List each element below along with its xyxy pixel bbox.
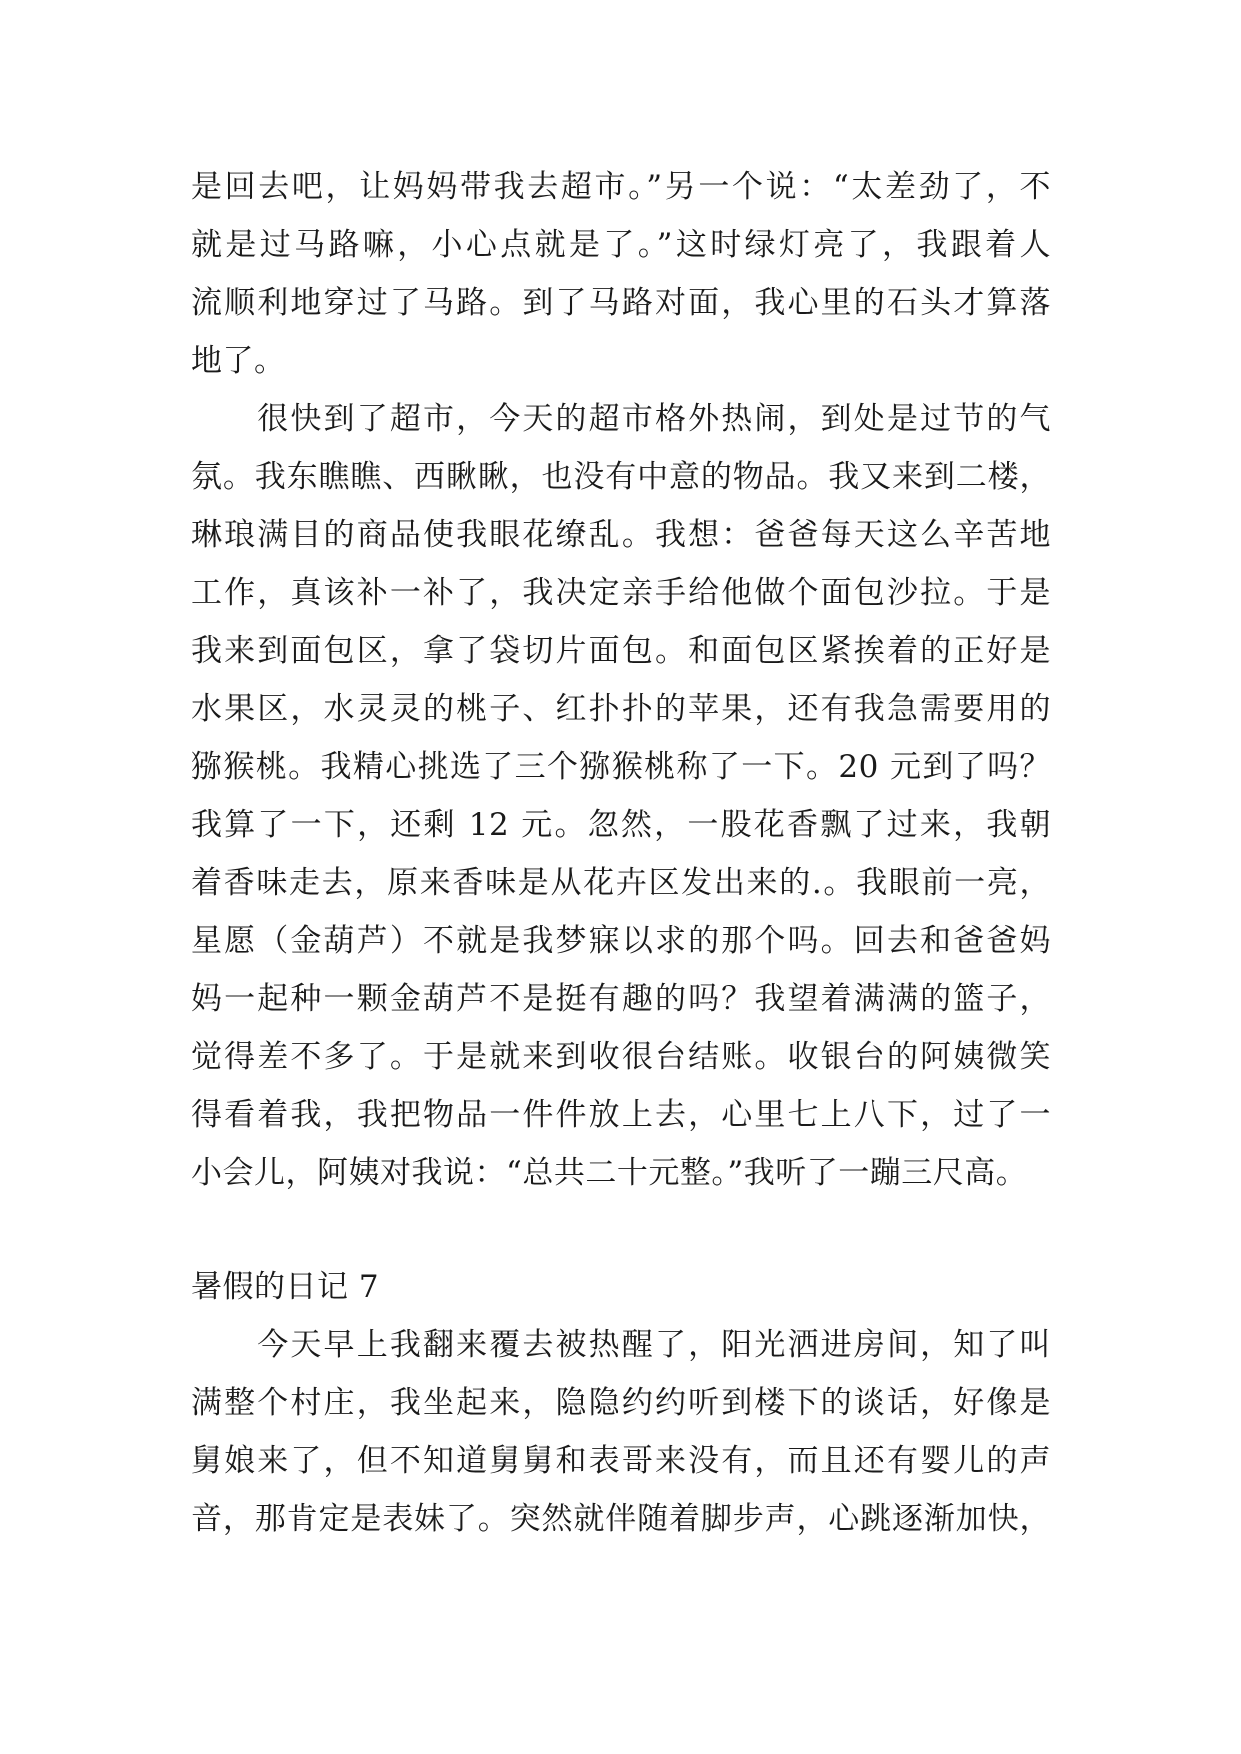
paragraph-diary-7 <box>191 1316 1051 1548</box>
paragraph-continued <box>191 158 1051 390</box>
text-line: 满整个村庄，我坐起来，隐隐约约听到楼下的谈话，好像是 <box>191 1385 1051 1421</box>
text-line: 氛。我东瞧瞧、西瞅瞅，也没有中意的物品。我又来到二楼， <box>191 459 1051 495</box>
text-line: 小会儿，阿姨对我说：“总共二十元整。”我听了一蹦三尺高。 <box>191 1155 1028 1191</box>
text-line: 琳琅满目的商品使我眼花缭乱。我想：爸爸每天这么辛苦地 <box>191 517 1051 553</box>
text-line: 流顺利地穿过了马路。到了马路对面，我心里的石头才算落 <box>191 285 1051 321</box>
paragraph-supermarket <box>191 390 1051 1202</box>
text-line: 今天早上我翻来覆去被热醒了，阳光洒进房间，知了叫 <box>191 1327 1051 1363</box>
text-line: 音，那肯定是表妹了。突然就伴随着脚步声，心跳逐渐加快， <box>191 1501 1051 1537</box>
text-line: 我算了一下，还剩 12 元。忽然，一股花香飘了过来，我朝 <box>191 807 1051 843</box>
text-line: 得看着我，我把物品一件件放上去，心里七上八下，过了一 <box>191 1097 1051 1133</box>
text-line: 地了。 <box>191 343 286 379</box>
text-line: 舅娘来了，但不知道舅舅和表哥来没有，而且还有婴儿的声 <box>191 1443 1051 1479</box>
text-line: 我来到面包区，拿了袋切片面包。和面包区紧挨着的正好是 <box>191 633 1051 669</box>
text-line: 星愿（金葫芦）不就是我梦寐以求的那个吗。回去和爸爸妈 <box>191 923 1051 959</box>
text-line: 妈一起种一颗金葫芦不是挺有趣的吗？我望着满满的篮子， <box>191 981 1051 1017</box>
text-line: 着香味走去，原来香味是从花卉区发出来的.。我眼前一亮， <box>191 865 1051 901</box>
text-line: 觉得差不多了。于是就来到收很台结账。收银台的阿姨微笑 <box>191 1039 1051 1075</box>
text-line: 猕猴桃。我精心挑选了三个猕猴桃称了一下。20 元到了吗？ <box>191 749 1051 785</box>
text-line: 是回去吧，让妈妈带我去超市。”另一个说：“太差劲了，不 <box>191 169 1051 205</box>
text-line: 很快到了超市，今天的超市格外热闹，到处是过节的气 <box>191 401 1051 437</box>
section-title: 暑假的日记 7 <box>191 1269 380 1305</box>
text-line: 水果区，水灵灵的桃子、红扑扑的苹果，还有我急需要用的 <box>191 691 1051 727</box>
text-line: 工作，真该补一补了，我决定亲手给他做个面包沙拉。于是 <box>191 575 1051 611</box>
text-line: 就是过马路嘛，小心点就是了。”这时绿灯亮了，我跟着人 <box>191 227 1051 263</box>
